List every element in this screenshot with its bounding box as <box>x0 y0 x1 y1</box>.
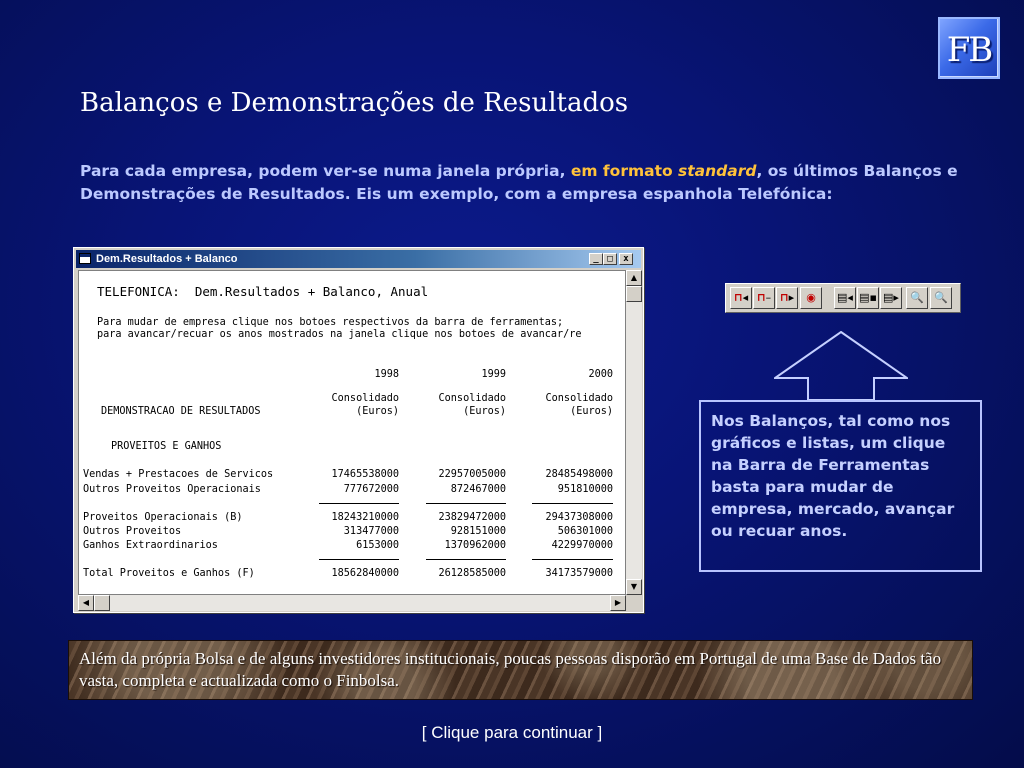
table-cell: 18243210000 <box>331 512 399 523</box>
year-2000: 2000 <box>588 369 613 380</box>
column-unit: (Euros) <box>570 406 613 417</box>
scroll-right-icon[interactable]: ▶ <box>610 595 626 611</box>
window-app-icon <box>79 253 91 264</box>
market-icon[interactable]: ◉ <box>800 287 822 309</box>
table-row-label: Outros Proveitos <box>83 526 182 537</box>
table-cell: 22957005000 <box>438 469 506 480</box>
toolbar-callout: Nos Balanços, tal como nos gráficos e listas, um clique na Barra de Ferramentas basta para mudar de empresa, mercado, avançar ou recuar anos. <box>699 400 982 572</box>
year-current-icon[interactable]: ▤▪ <box>857 287 879 309</box>
table-row-label: Total Proveitos e Ganhos (F) <box>83 568 255 579</box>
column-unit: (Euros) <box>463 406 506 417</box>
resize-grip-icon[interactable] <box>626 595 642 611</box>
year-forward-icon[interactable]: ▤▸ <box>880 287 902 309</box>
subsection-title: PROVEITOS E GANHOS <box>111 441 222 452</box>
column-type: Consolidado <box>545 393 613 404</box>
table-cell: 26128585000 <box>438 568 506 579</box>
horizontal-scrollbar[interactable] <box>78 595 626 611</box>
scroll-left-icon[interactable]: ◀ <box>78 595 94 611</box>
table-cell: 1370962000 <box>444 540 506 551</box>
table-row-label: Ganhos Extraordinarios <box>83 540 218 551</box>
close-button[interactable]: x <box>619 253 633 265</box>
table-row-label: Vendas + Prestacoes de Servicos <box>83 469 274 480</box>
sum-separator <box>532 559 613 560</box>
continue-link[interactable]: [ Clique para continuar ] <box>421 723 603 742</box>
table-cell: 951810000 <box>557 484 613 495</box>
table-row-label: Outros Proveitos Operacionais <box>83 484 261 495</box>
year-back-icon[interactable]: ▤◂ <box>834 287 856 309</box>
company-prev-icon[interactable]: ⊓– <box>753 287 775 309</box>
up-arrow-icon <box>774 331 908 401</box>
column-type: Consolidado <box>438 393 506 404</box>
sum-separator <box>426 503 506 504</box>
vertical-scroll-thumb[interactable] <box>626 286 642 302</box>
maximize-button[interactable]: □ <box>603 253 617 265</box>
section-title: DEMONSTRACAO DE RESULTADOS <box>101 406 261 417</box>
company-next-icon[interactable]: ⊓▸ <box>776 287 798 309</box>
year-1998: 1998 <box>374 369 399 380</box>
table-cell: 18562840000 <box>331 568 399 579</box>
sum-separator <box>532 503 613 504</box>
navigation-toolbar <box>725 283 961 313</box>
zoom-in-icon[interactable]: 🔍 <box>906 287 928 309</box>
table-cell: 34173579000 <box>545 568 613 579</box>
statement-header: TELEFONICA: Dem.Resultados + Balanco, Anual <box>97 284 429 299</box>
intro-text: Para cada empresa, podem ver-se numa janela própria, em formato standard, os últimos Balanços e Demonstrações de Resultados. Eis um exemplo, com a empresa espanhola Telefónica: <box>80 162 958 203</box>
table-cell: 29437308000 <box>545 512 613 523</box>
sum-separator <box>319 503 399 504</box>
table-cell: 6153000 <box>356 540 399 551</box>
table-cell: 777672000 <box>343 484 399 495</box>
table-cell: 506301000 <box>557 526 613 537</box>
table-cell: 28485498000 <box>545 469 613 480</box>
table-cell: 17465538000 <box>331 469 399 480</box>
financial-statement-window <box>73 247 644 613</box>
table-cell: 928151000 <box>450 526 506 537</box>
column-type: Consolidado <box>331 393 399 404</box>
company-first-icon[interactable]: ⊓◂ <box>730 287 752 309</box>
statement-content <box>78 270 626 595</box>
window-titlebar[interactable] <box>76 250 641 268</box>
table-cell: 313477000 <box>343 526 399 537</box>
minimize-button[interactable]: _ <box>589 253 603 265</box>
sum-separator <box>426 559 506 560</box>
window-title: Dem.Resultados + Balanco <box>96 253 238 265</box>
scroll-up-icon[interactable]: ▲ <box>626 270 642 286</box>
sum-separator <box>319 559 399 560</box>
zoom-out-icon[interactable]: 🔍 <box>930 287 952 309</box>
scroll-down-icon[interactable]: ▼ <box>626 579 642 595</box>
footer-note: Além da própria Bolsa e de alguns investidores institucionais, poucas pessoas disporão em Portugal de uma Base de Dados tão vasta, completa e actualizada como o Finbolsa. <box>68 640 973 700</box>
table-cell: 872467000 <box>450 484 506 495</box>
instruction-line: Para mudar de empresa clique nos botoes respectivos da barra de ferramentas; <box>97 317 564 328</box>
year-1999: 1999 <box>481 369 506 380</box>
column-unit: (Euros) <box>356 406 399 417</box>
vertical-scrollbar[interactable] <box>626 270 642 595</box>
page-title: Balanços e Demonstrações de Resultados <box>80 88 629 118</box>
table-cell: 23829472000 <box>438 512 506 523</box>
table-row-label: Proveitos Operacionais (B) <box>83 512 243 523</box>
instruction-line: para avancar/recuar os anos mostrados na janela clique nos botoes de avancar/re <box>97 329 582 340</box>
finbolsa-logo: FB <box>938 17 1000 79</box>
table-cell: 4229970000 <box>551 540 613 551</box>
horizontal-scroll-thumb[interactable] <box>94 595 110 611</box>
